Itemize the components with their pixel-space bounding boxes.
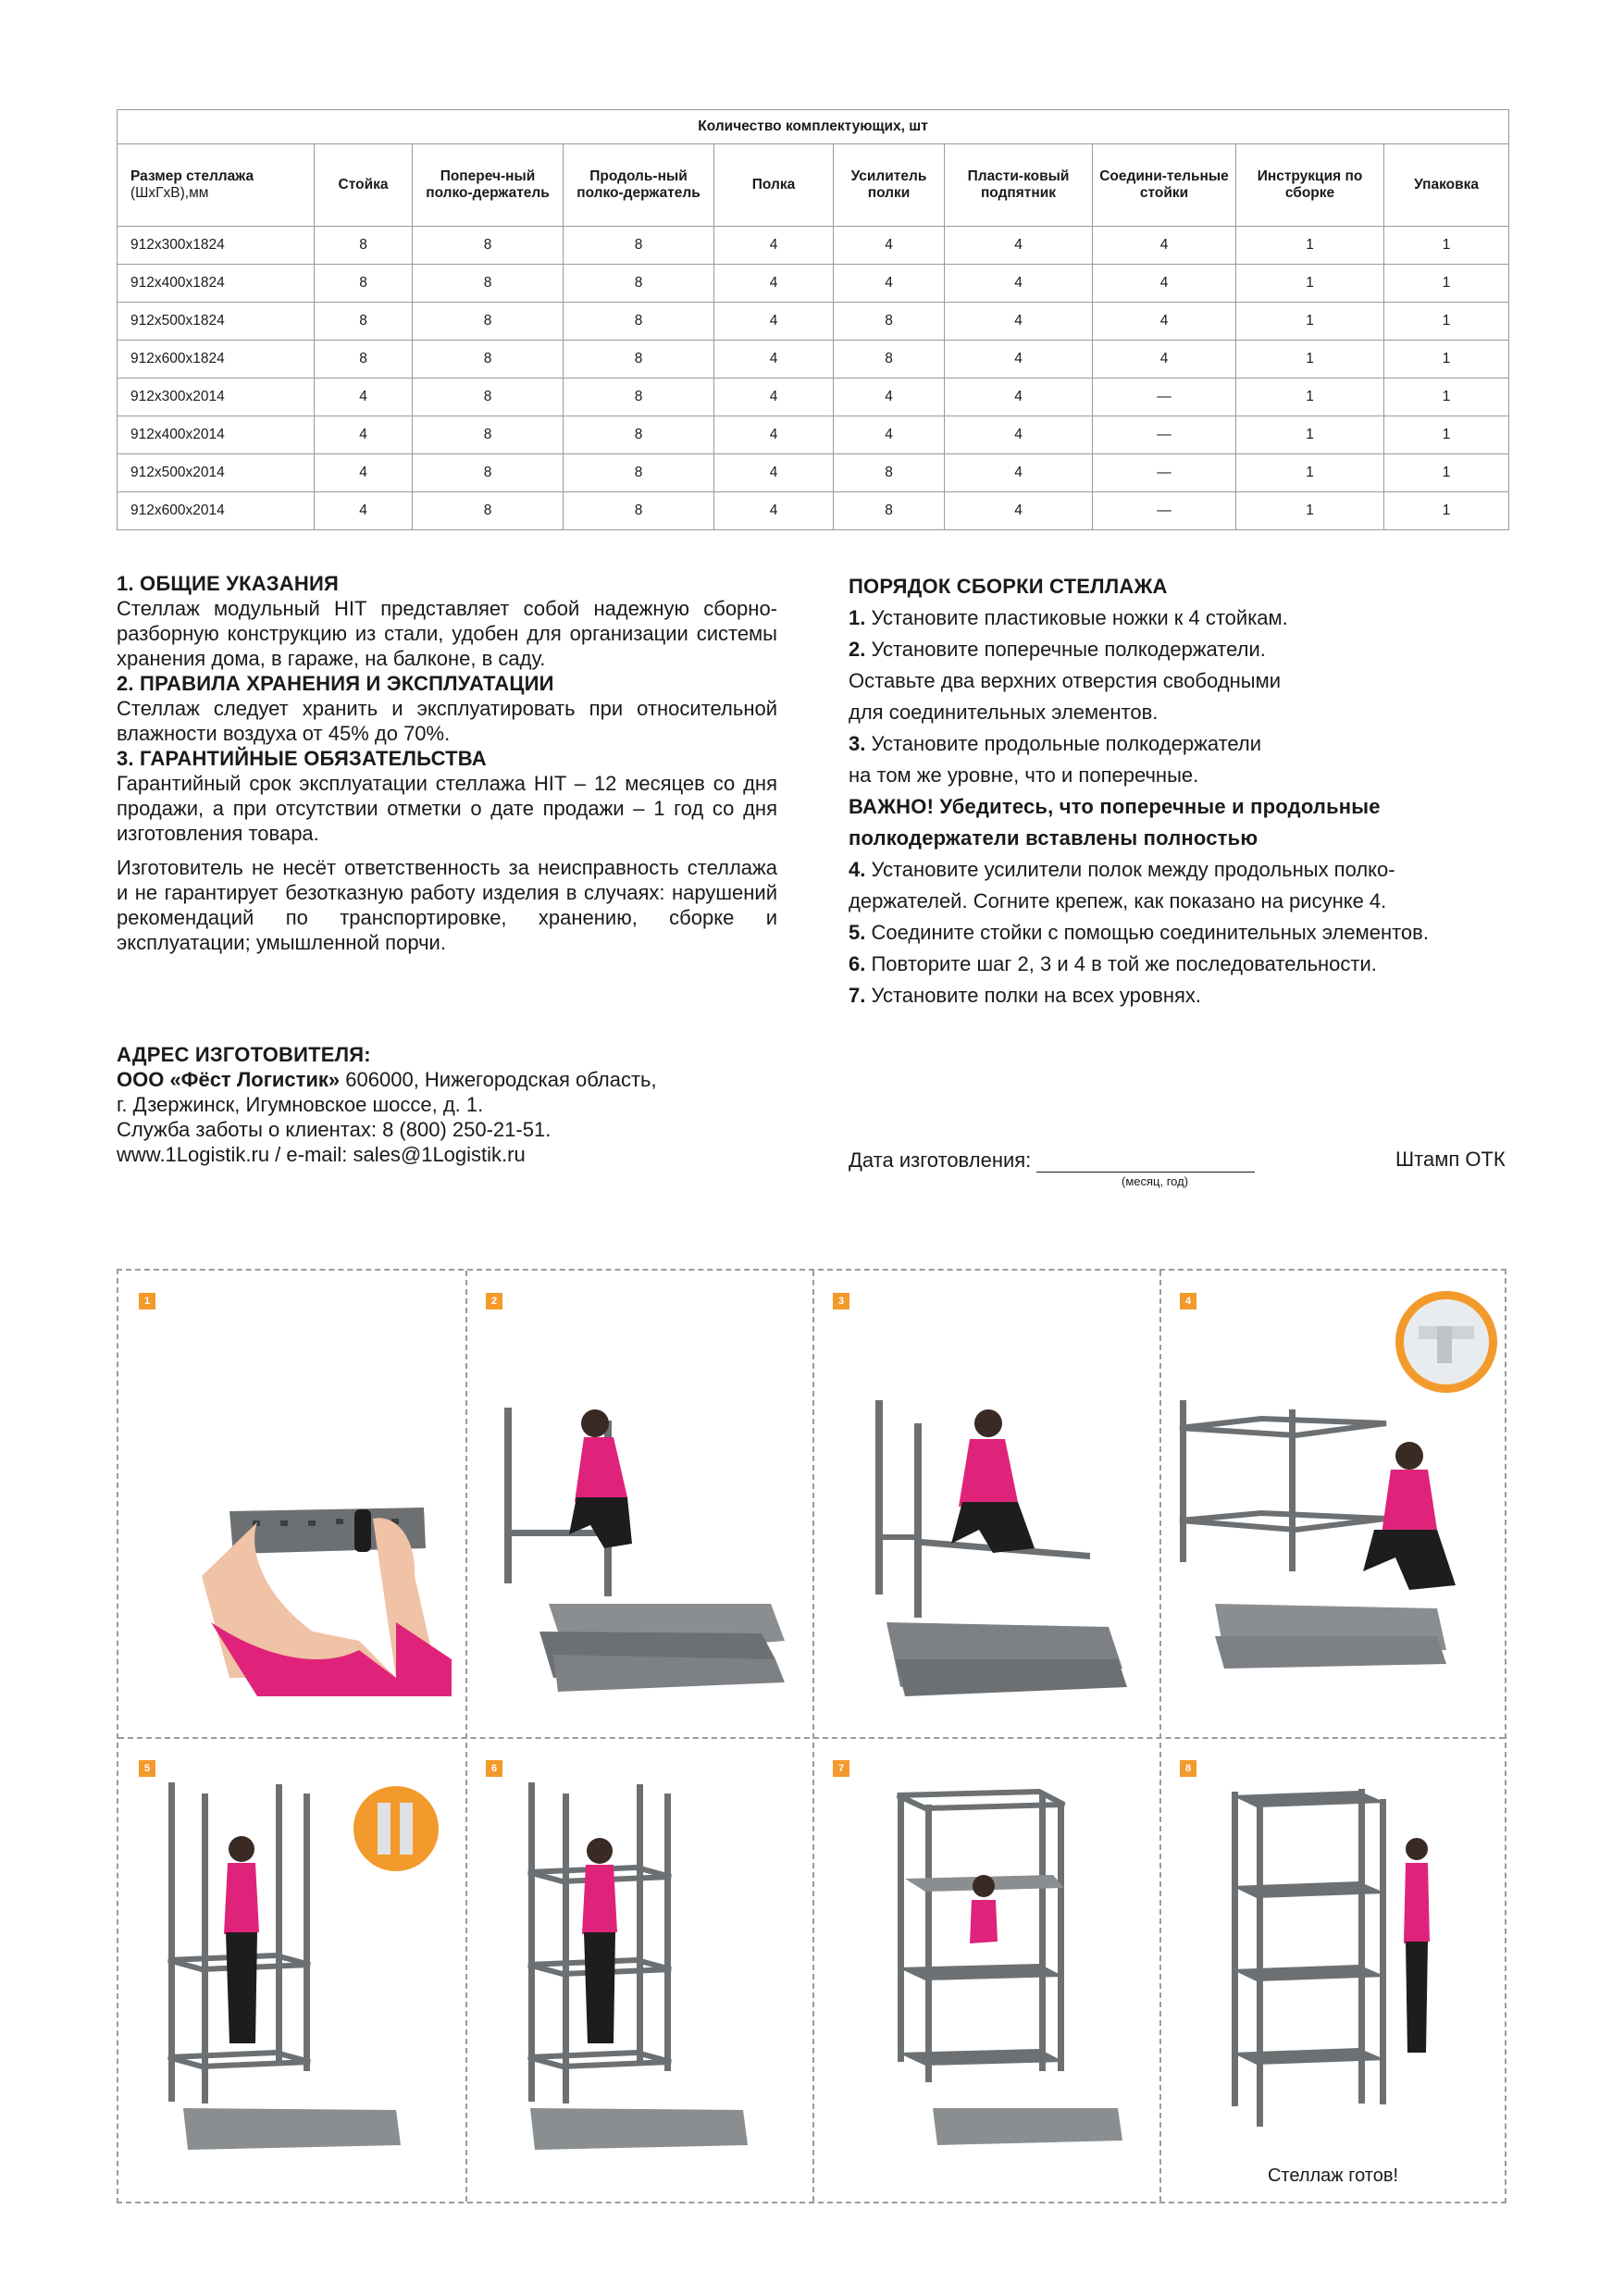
quantity-cell: 1 [1384, 227, 1509, 265]
shelf-reinforcement-illustration [1159, 1271, 1506, 1738]
quantity-cell: 8 [564, 341, 714, 379]
manufacturer-block [117, 1042, 783, 1167]
step-illustration-1 [118, 1271, 465, 1738]
warranty-title: 3. ГАРАНТИЙНЫЕ ОБЯЗАТЕЛЬСТВА [117, 747, 487, 770]
quantity-cell: 8 [834, 454, 945, 492]
shelves-illustration [812, 1738, 1159, 2205]
quantity-cell: 8 [564, 379, 714, 416]
step-illustration-7 [812, 1738, 1159, 2205]
quantity-cell: 1 [1236, 492, 1384, 530]
step-badge: 7 [833, 1760, 849, 1777]
step2-note: для соединительных элементов. [849, 701, 1159, 724]
foot-install-illustration [118, 1271, 465, 1738]
quantity-cell: 4 [945, 492, 1093, 530]
col-header: Полка [714, 144, 834, 227]
quantity-cell: 1 [1236, 265, 1384, 303]
quantity-cell: 4 [834, 416, 945, 454]
step2-note: Оставьте два верхних отверстия свободными [849, 669, 1281, 692]
step-illustration-4 [1159, 1271, 1506, 1738]
production-date-field[interactable] [1036, 1153, 1255, 1173]
quantity-cell: 8 [564, 454, 714, 492]
col-header: Стойка [315, 144, 413, 227]
col-header: Соедини-тельные стойки [1093, 144, 1236, 227]
quantity-cell: 4 [945, 454, 1093, 492]
quantity-cell: 4 [945, 265, 1093, 303]
long-beam-illustration [812, 1271, 1159, 1738]
quantity-cell: 4 [1093, 303, 1236, 341]
quantity-cell: 4 [714, 379, 834, 416]
col-header: Пласти-ковый подпятник [945, 144, 1093, 227]
quantity-cell: 8 [834, 341, 945, 379]
connector-illustration [118, 1738, 465, 2205]
qc-stamp-label: Штамп ОТК [1395, 1148, 1506, 1171]
assembly-section [849, 571, 1515, 1011]
quantity-cell: 1 [1384, 416, 1509, 454]
size-cell: 912x400x1824 [118, 265, 315, 303]
quantity-cell: 1 [1236, 416, 1384, 454]
quantity-cell: 8 [564, 303, 714, 341]
step-illustration-8 [1159, 1738, 1506, 2205]
quantity-cell: 4 [1093, 227, 1236, 265]
quantity-cell: 4 [945, 379, 1093, 416]
production-date-hint: (месяц, год) [1122, 1174, 1189, 1188]
quantity-cell: 4 [315, 492, 413, 530]
assembly-step-4: 4. Установите усилители полок между продольных полко- [849, 858, 1395, 881]
quantity-cell: 8 [413, 341, 564, 379]
ready-caption: Стеллаж готов! [1267, 2166, 1398, 2186]
quantity-cell: 8 [315, 227, 413, 265]
col-header: Упаковка [1384, 144, 1509, 227]
quantity-cell: 4 [945, 227, 1093, 265]
manufacturer-line2: г. Дзержинск, Игумновское шоссе, д. 1. [117, 1093, 484, 1116]
components-table [117, 109, 1509, 530]
step-illustration-3 [812, 1271, 1159, 1738]
size-cell: 912x600x2014 [118, 492, 315, 530]
step-illustration-2 [465, 1271, 812, 1738]
step-badge: 5 [139, 1760, 155, 1777]
quantity-cell: 8 [564, 416, 714, 454]
storage-text: Стеллаж следует хранить и эксплуатировать при относительной влажности воздуха от 45% до 70%. [117, 697, 777, 745]
quantity-cell: 4 [945, 416, 1093, 454]
size-cell: 912x300x1824 [118, 227, 315, 265]
quantity-cell: 1 [1236, 454, 1384, 492]
col-header: Попереч-ный полко-держатель [413, 144, 564, 227]
quantity-cell: 1 [1384, 379, 1509, 416]
quantity-cell: 1 [1384, 341, 1509, 379]
assembly-step-2: 2. Установите поперечные полкодержатели. [849, 638, 1266, 661]
col-header: Продоль-ный полко-держатель [564, 144, 714, 227]
quantity-cell: 8 [413, 265, 564, 303]
table-body [118, 227, 1509, 530]
quantity-cell: 1 [1384, 265, 1509, 303]
quantity-cell: 4 [714, 227, 834, 265]
quantity-cell: 4 [714, 265, 834, 303]
quantity-cell: 4 [945, 341, 1093, 379]
manufacturer-title: АДРЕС ИЗГОТОВИТЕЛЯ: [117, 1043, 371, 1066]
quantity-cell: 8 [564, 227, 714, 265]
size-cell: 912x300x2014 [118, 379, 315, 416]
quantity-cell: — [1093, 492, 1236, 530]
quantity-cell: 1 [1236, 303, 1384, 341]
storage-title: 2. ПРАВИЛА ХРАНЕНИЯ И ЭКСПЛУАТАЦИИ [117, 672, 554, 695]
quantity-cell: 1 [1236, 379, 1384, 416]
quantity-cell: 4 [834, 227, 945, 265]
col-header: Инструкция по сборке [1236, 144, 1384, 227]
step-illustration-6 [465, 1738, 812, 2205]
assembly-step-3: 3. Установите продольные полкодержатели [849, 732, 1262, 755]
manufacturer-phone: Служба заботы о клиентах: 8 (800) 250-21-51. [117, 1118, 552, 1141]
quantity-cell: 1 [1236, 341, 1384, 379]
step-badge: 2 [486, 1293, 502, 1309]
quantity-cell: 4 [315, 454, 413, 492]
step-badge: 4 [1180, 1293, 1196, 1309]
quantity-cell: — [1093, 416, 1236, 454]
quantity-cell: 1 [1384, 454, 1509, 492]
quantity-cell: 8 [564, 492, 714, 530]
quantity-cell: 8 [413, 303, 564, 341]
quantity-cell: 4 [714, 454, 834, 492]
finished-shelf-illustration [1159, 1738, 1506, 2205]
repeat-steps-illustration [465, 1738, 812, 2205]
quantity-cell: 4 [1093, 341, 1236, 379]
quantity-cell: 4 [714, 341, 834, 379]
table-row [118, 379, 1509, 416]
warranty-text: Гарантийный срок эксплуатации стеллажа HIT – 12 месяцев со дня продажи, а при отсутствии отметки о дате продажи – 1 год со дня изготовления товара. [117, 772, 777, 845]
quantity-cell: 4 [315, 416, 413, 454]
quantity-cell: 8 [413, 454, 564, 492]
quantity-cell: 4 [834, 379, 945, 416]
step-badge: 6 [486, 1760, 502, 1777]
quantity-cell: 4 [1093, 265, 1236, 303]
step-illustration-5 [118, 1738, 465, 2205]
quantity-cell: 4 [945, 303, 1093, 341]
table-row [118, 454, 1509, 492]
assembly-title: ПОРЯДОК СБОРКИ СТЕЛЛАЖА [849, 575, 1168, 598]
quantity-cell: — [1093, 454, 1236, 492]
step-badge: 1 [139, 1293, 155, 1309]
size-cell: 912x400x2014 [118, 416, 315, 454]
quantity-cell: 4 [834, 265, 945, 303]
col-header: Усилитель полки [834, 144, 945, 227]
quantity-cell: 1 [1384, 492, 1509, 530]
quantity-cell: 8 [413, 379, 564, 416]
size-header: Размер стеллажа (ШхГхВ),мм [118, 144, 315, 227]
quantity-cell: 8 [834, 303, 945, 341]
quantity-cell: 8 [413, 492, 564, 530]
quantity-cell: 8 [413, 416, 564, 454]
quantity-cell: 8 [834, 492, 945, 530]
quantity-cell: 4 [315, 379, 413, 416]
size-cell: 912x500x1824 [118, 303, 315, 341]
manufacturer-web[interactable]: www.1Logistik.ru / e-mail: sales@1Logistik.ru [117, 1143, 526, 1166]
step-badge: 8 [1180, 1760, 1196, 1777]
size-cell: 912x500x2014 [118, 454, 315, 492]
production-date-label: Дата изготовления: [849, 1148, 1032, 1172]
assembly-step-6: 6. Повторите шаг 2, 3 и 4 в той же последовательности. [849, 952, 1377, 975]
cross-beam-illustration [465, 1271, 812, 1738]
quantity-cell: 8 [564, 265, 714, 303]
table-row [118, 265, 1509, 303]
quantity-cell: 8 [315, 265, 413, 303]
step-badge: 3 [833, 1293, 849, 1309]
important-note: полкодержатели вставлены полностью [849, 826, 1258, 850]
table-row [118, 492, 1509, 530]
quantity-cell: 1 [1236, 227, 1384, 265]
left-column [117, 571, 777, 955]
quantity-cell: 4 [714, 492, 834, 530]
warranty-disclaimer: Изготовитель не несёт ответственность за неисправность стеллажа и не гарантирует безотказную работу изделия в случаях: нарушений рекомендаций по транспортировке, хранению, сборке и эксплуатации; умышленной порчи. [117, 856, 777, 954]
step3-note: на том же уровне, что и поперечные. [849, 763, 1199, 787]
general-text: Стеллаж модульный HIT представляет собой надежную сборно-разборную конструкцию из стали, удобен для организации системы хранения дома, в гараже, на балконе, в саду. [117, 597, 777, 670]
quantity-cell: 8 [413, 227, 564, 265]
quantity-cell: 4 [714, 416, 834, 454]
table-row [118, 341, 1509, 379]
assembly-step-5: 5. Соедините стойки с помощью соединительных элементов. [849, 921, 1429, 944]
table-caption: Количество комплектующих, шт [118, 110, 1509, 144]
general-title: 1. ОБЩИЕ УКАЗАНИЯ [117, 572, 339, 595]
quantity-cell: 4 [714, 303, 834, 341]
important-note: ВАЖНО! Убедитесь, что поперечные и продольные [849, 795, 1381, 818]
quantity-cell: 1 [1384, 303, 1509, 341]
size-cell: 912x600x1824 [118, 341, 315, 379]
assembly-step-1: 1. Установите пластиковые ножки к 4 стойкам. [849, 606, 1288, 629]
step4-note: держателей. Согните крепеж, как показано на рисунке 4. [849, 889, 1387, 912]
quantity-cell: 8 [315, 303, 413, 341]
table-row [118, 227, 1509, 265]
assembly-step-7: 7. Установите полки на всех уровнях. [849, 984, 1201, 1007]
table-row [118, 416, 1509, 454]
quantity-cell: — [1093, 379, 1236, 416]
quantity-cell: 8 [315, 341, 413, 379]
table-row [118, 303, 1509, 341]
assembly-illustrations [117, 1269, 1506, 2203]
manufacturer-line1: ООО «Фёст Логистик» 606000, Нижегородская область, [117, 1068, 657, 1091]
connector-detail-icon [353, 1786, 439, 1871]
